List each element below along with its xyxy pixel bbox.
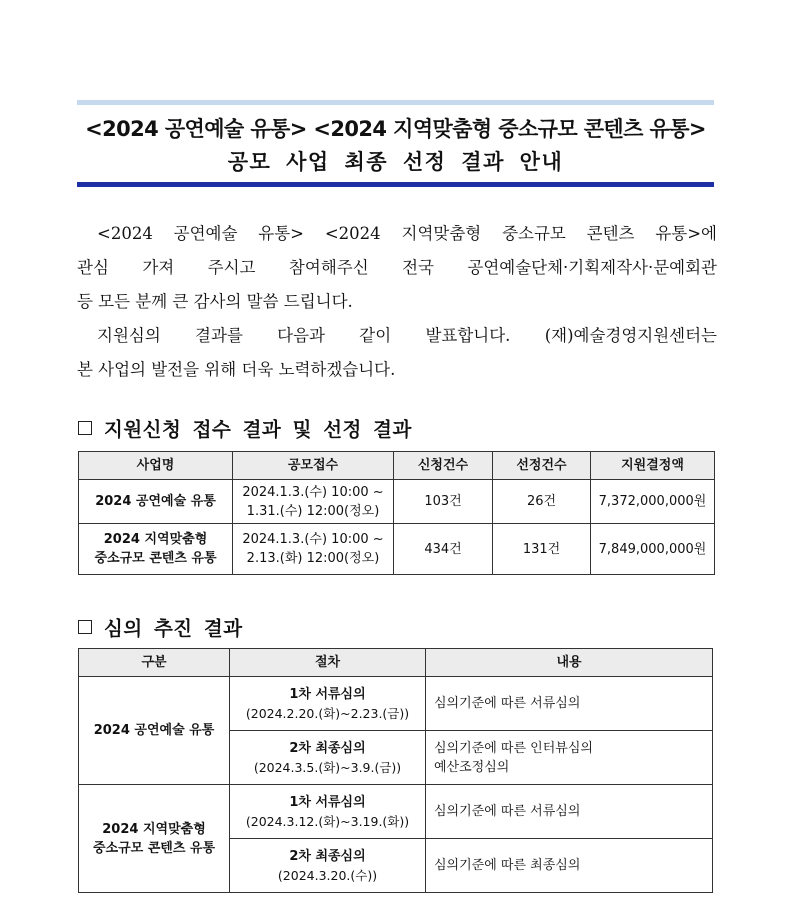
business-name: 2024 공연예술 유통 (79, 480, 233, 524)
intro-p1-line3: 등 모든 분께 큰 감사의 말씀 드립니다. (77, 292, 353, 311)
table-header-row (79, 649, 713, 677)
section1-title: 지원신청 접수 결과 및 선정 결과 (104, 418, 412, 441)
applied-count: 434건 (394, 524, 493, 575)
intro-p2-line2: 본 사업의 발전을 위해 더욱 노력하겠습니다. (77, 360, 396, 379)
review-content: 심의기준에 따른 서류심의 (426, 677, 713, 731)
intro-p1-line1: <2024 공연예술 유통> <2024 지역맞춤형 중소규모 콘텐츠 유통>에 (97, 224, 717, 243)
review-content: 심의기준에 따른 인터뷰심의 예산조정심의 (426, 731, 713, 785)
table-row (79, 524, 715, 575)
application-period: 2024.1.3.(수) 10:00 ~ 2.13.(화) 12:00(정오) (233, 524, 394, 575)
header-procedure: 절차 (230, 649, 426, 677)
table-row (79, 785, 713, 839)
checkbox-square-icon (78, 421, 92, 435)
category-name: 2024 지역맞춤형 중소규모 콘텐츠 유통 (79, 785, 230, 893)
section2-title: 심의 추진 결과 (104, 617, 243, 640)
table-row (79, 480, 715, 524)
top-rule (77, 100, 714, 105)
table-row (79, 677, 713, 731)
header-content: 내용 (426, 649, 713, 677)
procedure: 1차 서류심의 (2024.3.12.(화)~3.19.(화)) (230, 785, 426, 839)
document-title-line2: 공모 사업 최종 선정 결과 안내 (227, 150, 564, 174)
header-category: 구분 (79, 649, 230, 677)
document-title-line1: <2024 공연예술 유통> <2024 지역맞춤형 중소규모 콘텐츠 유통> (85, 117, 706, 141)
intro-p1-line2: 관심 가져 주시고 참여해주신 전국 공연예술단체·기획제작사·문예회관 (77, 258, 717, 277)
section1-heading (78, 414, 412, 442)
header-applied-count: 신청건수 (394, 452, 493, 480)
selected-count: 131건 (493, 524, 591, 575)
header-application-period: 공모접수 (233, 452, 394, 480)
intro-p2-line1: 지원심의 결과를 다음과 같이 발표합니다. (재)예술경영지원센터는 (97, 326, 717, 345)
selected-count: 26건 (493, 480, 591, 524)
procedure: 2차 최종심의 (2024.3.20.(수)) (230, 839, 426, 893)
header-business-name: 사업명 (79, 452, 233, 480)
support-amount: 7,372,000,000원 (591, 480, 715, 524)
procedure: 2차 최종심의 (2024.3.5.(화)~3.9.(금)) (230, 731, 426, 785)
review-process-table (78, 648, 713, 893)
application-results-table (78, 451, 715, 575)
header-support-amount: 지원결정액 (591, 452, 715, 480)
business-name: 2024 지역맞춤형 중소규모 콘텐츠 유통 (79, 524, 233, 575)
application-period: 2024.1.3.(수) 10:00 ~ 1.31.(수) 12:00(정오) (233, 480, 394, 524)
checkbox-square-icon (78, 620, 92, 634)
category-name: 2024 공연예술 유통 (79, 677, 230, 785)
review-content: 심의기준에 따른 서류심의 (426, 785, 713, 839)
review-content: 심의기준에 따른 최종심의 (426, 839, 713, 893)
bottom-rule (77, 182, 714, 187)
applied-count: 103건 (394, 480, 493, 524)
header-selected-count: 선정건수 (493, 452, 591, 480)
section2-heading (78, 613, 243, 641)
table-header-row (79, 452, 715, 480)
support-amount: 7,849,000,000원 (591, 524, 715, 575)
procedure: 1차 서류심의 (2024.2.20.(화)~2.23.(금)) (230, 677, 426, 731)
